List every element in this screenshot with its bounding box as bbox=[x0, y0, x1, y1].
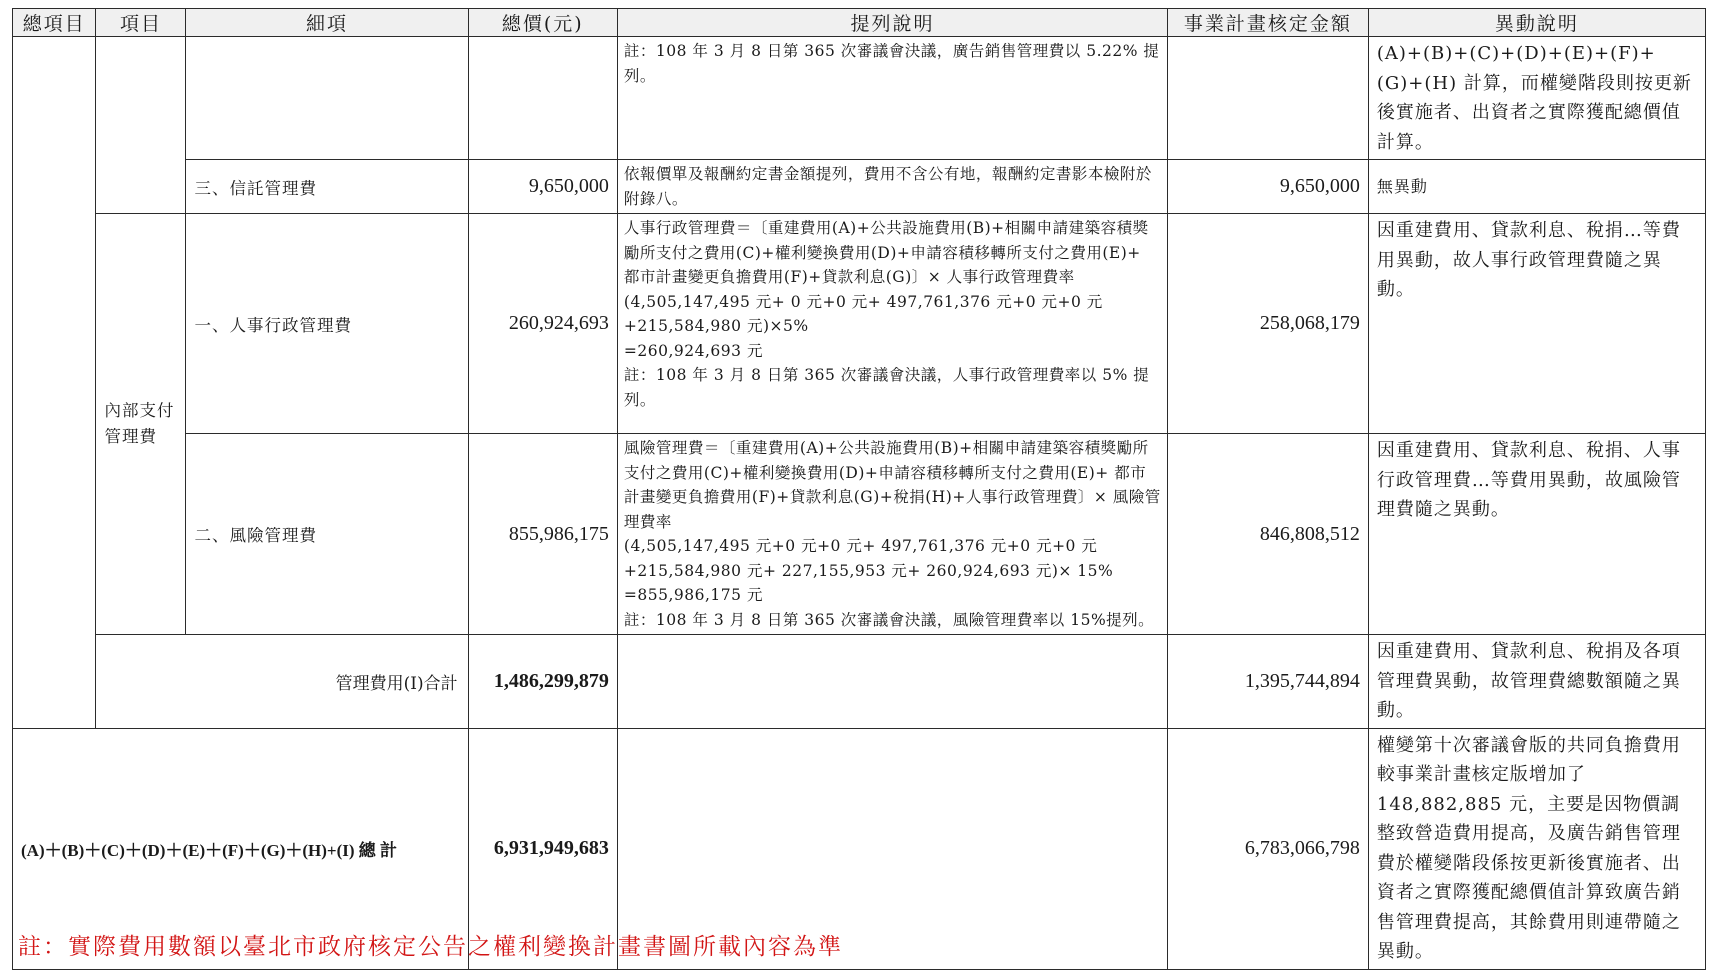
trust-desc: 依報價單及報酬約定書金額提列，費用不含公有地，報酬約定書影本檢附於附錄八。 bbox=[617, 160, 1167, 214]
header-col-detail: 細項 bbox=[186, 9, 468, 37]
admin-remark: 因重建費用、貸款利息、稅捐…等費用異動，故人事行政管理費隨之異動。 bbox=[1368, 214, 1705, 434]
subtotal-total: 1,486,299,879 bbox=[468, 635, 617, 729]
admin-total: 260,924,693 bbox=[468, 214, 617, 434]
detail-cell-empty bbox=[186, 37, 468, 160]
header-col-remark: 異動說明 bbox=[1368, 9, 1705, 37]
table-row-subtotal bbox=[13, 635, 1706, 729]
risk-remark: 因重建費用、貸款利息、稅捐、人事行政管理費…等費用異動，故風險管理費隨之異動。 bbox=[1368, 434, 1705, 635]
risk-formula: 風險管理費＝〔重建費用(A)+公共設施費用(B)+相關申請建築容積獎勵所支付之費用(C)+權利變換費用(D)+申請容積移轉所支付之費用(E)+ 都市計畫變更負擔費用(F)+貸款利息(G)+稅捐(H)+人事行政管理費〕× 風險管理費率 bbox=[623, 439, 1161, 531]
subtotal-desc-empty bbox=[617, 635, 1167, 729]
trust-name: 三、信託管理費 bbox=[186, 160, 468, 214]
ad-remark: (A)+(B)+(C)+(D)+(E)+(F)+(G)+(H) 計算，而權變階段則按更新後實施者、出資者之實際獲配總價值計算。 bbox=[1368, 37, 1705, 160]
table-row-ad bbox=[13, 37, 1706, 160]
approved-cell-empty bbox=[1167, 37, 1368, 160]
header-col-item: 項目 bbox=[96, 9, 186, 37]
admin-formula: 人事行政管理費＝〔重建費用(A)+公共設施費用(B)+相關申請建築容積獎勵所支付之費用(C)+權利變換費用(D)+申請容積移轉所支付之費用(E)+ 都市計畫變更負擔費用(F)+貸款利息(G)〕× 人事行政管理費率 bbox=[623, 219, 1149, 286]
grand-total-remark: 權變第十次審議會版的共同負擔費用較事業計畫核定版增加了148,882,885 元，主要是因物價調整致營造費用提高，及廣告銷售管理費於權變階段係按更新後實施者、出資者之實際獲配總價值計算致廣告銷售管理費提高，其餘費用則連帶隨之異動。 bbox=[1368, 728, 1705, 969]
internal-fee-label: 內部支付管理費 bbox=[96, 214, 186, 635]
table-row-admin bbox=[13, 214, 1706, 434]
subtotal-label: 管理費用(I)合計 bbox=[96, 635, 468, 729]
admin-note: 註：108 年 3 月 8 日第 365 次審議會決議，人事行政管理費率以 5% 提列。 bbox=[623, 366, 1150, 409]
admin-result: =260,924,693 元 bbox=[623, 341, 763, 360]
table-row-trust bbox=[13, 160, 1706, 214]
budget-table bbox=[12, 8, 1706, 970]
total-cell-empty bbox=[468, 37, 617, 160]
risk-name: 二、風險管理費 bbox=[186, 434, 468, 635]
grand-total-approved: 6,783,066,798 bbox=[1167, 728, 1368, 969]
trust-remark: 無異動 bbox=[1368, 160, 1705, 214]
header-col-desc: 提列說明 bbox=[617, 9, 1167, 37]
admin-name: 一、人事行政管理費 bbox=[186, 214, 468, 434]
item-cell-empty bbox=[96, 37, 186, 214]
admin-calc: (4,505,147,495 元+ 0 元+0 元+ 497,761,376 元+0 元+0 元+215,584,980 元)×5% bbox=[623, 292, 1103, 335]
subtotal-approved: 1,395,744,894 bbox=[1167, 635, 1368, 729]
risk-desc bbox=[617, 434, 1167, 635]
header-col-main: 總項目 bbox=[13, 9, 96, 37]
header-col-total: 總價(元) bbox=[468, 9, 617, 37]
risk-note: 註：108 年 3 月 8 日第 365 次審議會決議，風險管理費率以 15%提列。 bbox=[623, 610, 1155, 629]
risk-total: 855,986,175 bbox=[468, 434, 617, 635]
subtotal-remark: 因重建費用、貸款利息、稅捐及各項管理費異動，故管理費總數額隨之異動。 bbox=[1368, 635, 1705, 729]
trust-approved: 9,650,000 bbox=[1167, 160, 1368, 214]
header-row bbox=[13, 9, 1706, 37]
ad-desc: 註：108 年 3 月 8 日第 365 次審議會決議，廣告銷售管理費以 5.22% 提列。 bbox=[617, 37, 1167, 160]
risk-calc: (4,505,147,495 元+0 元+0 元+ 497,761,376 元+0 元+0 元+215,584,980 元+ 227,155,953 元+ 260,924,693 元)× 15% =855,986,175 元 bbox=[623, 537, 1114, 604]
table-row-risk bbox=[13, 434, 1706, 635]
admin-desc bbox=[617, 214, 1167, 434]
risk-approved: 846,808,512 bbox=[1167, 434, 1368, 635]
grand-total-value: 6,931,949,683 bbox=[468, 728, 617, 969]
main-category-cell bbox=[13, 37, 96, 729]
footnote: 註：實際費用數額以臺北市政府核定公告之權利變換計畫書圖所載內容為準 bbox=[18, 934, 843, 960]
grand-total-label: (A)＋(B)＋(C)＋(D)＋(E)＋(F)＋(G)＋(H)+(I) 總 計 bbox=[13, 728, 469, 969]
header-col-approved: 事業計畫核定金額 bbox=[1167, 9, 1368, 37]
trust-total: 9,650,000 bbox=[468, 160, 617, 214]
admin-approved: 258,068,179 bbox=[1167, 214, 1368, 434]
